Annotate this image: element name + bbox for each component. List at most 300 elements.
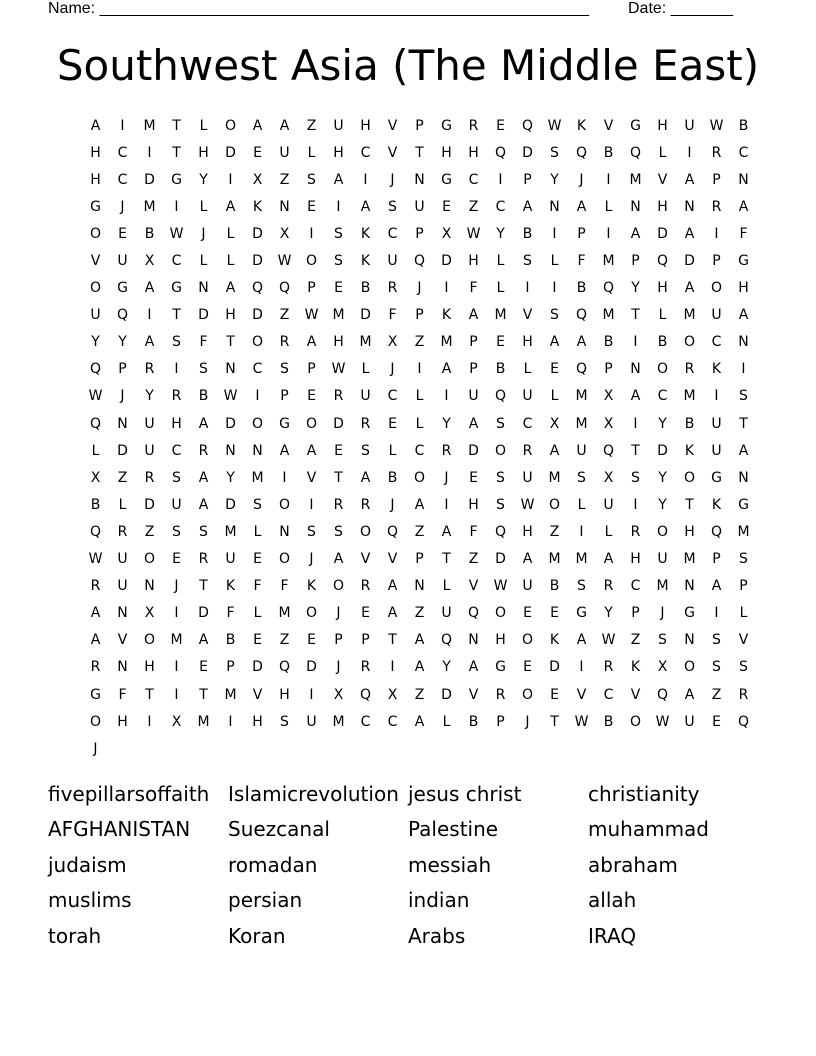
grid-letter: O bbox=[278, 551, 291, 568]
grid-letter: R bbox=[441, 442, 452, 459]
grid-letter: M bbox=[683, 388, 696, 405]
grid-letter: Y bbox=[442, 415, 451, 432]
grid-letter: Z bbox=[279, 307, 290, 324]
grid-letter: D bbox=[684, 253, 695, 270]
grid-letter: U bbox=[279, 144, 290, 161]
grid-letter: P bbox=[577, 225, 586, 242]
grid-letter: F bbox=[577, 253, 586, 270]
grid-letter: K bbox=[360, 253, 371, 270]
grid-letter: Y bbox=[199, 171, 208, 188]
grid-letter: S bbox=[172, 523, 181, 540]
grid-letter: N bbox=[198, 280, 209, 297]
grid-letter: G bbox=[684, 605, 695, 622]
grid-letter: S bbox=[334, 253, 343, 270]
grid-letter: P bbox=[361, 632, 370, 649]
grid-letter: W bbox=[547, 117, 562, 134]
grid-letter: E bbox=[550, 605, 559, 622]
grid-letter: U bbox=[522, 388, 533, 405]
grid-letter: A bbox=[387, 605, 398, 622]
grid-letter: P bbox=[280, 388, 289, 405]
grid-letter: A bbox=[549, 442, 560, 459]
grid-letter: O bbox=[305, 253, 318, 270]
grid-letter: A bbox=[414, 659, 425, 676]
grid-letter: S bbox=[739, 388, 748, 405]
grid-letter: M bbox=[548, 469, 561, 486]
grid-letter: W bbox=[88, 551, 103, 568]
grid-letter: F bbox=[469, 523, 478, 540]
grid-letter: O bbox=[656, 361, 669, 378]
grid-letter: V bbox=[360, 551, 371, 568]
grid-letter: H bbox=[522, 334, 533, 351]
grid-letter: O bbox=[305, 415, 318, 432]
grid-letter: H bbox=[468, 496, 479, 513]
grid-letter: L bbox=[361, 361, 370, 378]
grid-letter: V bbox=[306, 469, 317, 486]
grid-letter: L bbox=[442, 713, 451, 730]
grid-letter: R bbox=[387, 280, 398, 297]
grid-letter: E bbox=[307, 632, 316, 649]
grid-letter: C bbox=[414, 442, 425, 459]
grid-letter: I bbox=[255, 388, 260, 405]
grid-letter: H bbox=[144, 659, 155, 676]
grid-letter: Y bbox=[442, 659, 451, 676]
grid-letter: A bbox=[90, 632, 101, 649]
grid-letter: F bbox=[118, 686, 127, 703]
grid-letter: C bbox=[387, 225, 398, 242]
grid-letter: G bbox=[738, 253, 749, 270]
grid-letter: A bbox=[468, 659, 479, 676]
grid-letter: U bbox=[711, 442, 722, 459]
grid-letter: P bbox=[118, 361, 127, 378]
grid-letter: C bbox=[117, 171, 128, 188]
grid-letter: M bbox=[359, 334, 372, 351]
grid-letter: C bbox=[171, 442, 182, 459]
grid-letter: A bbox=[306, 442, 317, 459]
grid-letter: I bbox=[174, 686, 179, 703]
grid-letter: P bbox=[334, 632, 343, 649]
grid-letter: U bbox=[144, 415, 155, 432]
date-field-label: Date: _______ bbox=[628, 0, 733, 17]
grid-letter: L bbox=[604, 523, 613, 540]
grid-letter: Z bbox=[279, 632, 290, 649]
grid-letter: W bbox=[601, 632, 616, 649]
grid-letter: S bbox=[334, 523, 343, 540]
grid-letter: P bbox=[712, 171, 721, 188]
grid-letter: A bbox=[198, 632, 209, 649]
word-list-item: messiah bbox=[408, 852, 492, 877]
grid-letter: T bbox=[388, 632, 397, 649]
grid-letter: S bbox=[550, 307, 559, 324]
grid-letter: I bbox=[309, 225, 314, 242]
grid-letter: E bbox=[469, 469, 478, 486]
word-list-item: Islamicrevolution bbox=[228, 781, 399, 806]
grid-letter: C bbox=[117, 144, 128, 161]
grid-letter: D bbox=[657, 225, 668, 242]
grid-letter: L bbox=[388, 442, 397, 459]
grid-letter: S bbox=[577, 469, 586, 486]
grid-letter: L bbox=[658, 144, 667, 161]
grid-letter: D bbox=[252, 307, 263, 324]
grid-letter: I bbox=[147, 307, 152, 324]
grid-letter: A bbox=[441, 361, 452, 378]
grid-letter: Q bbox=[521, 117, 534, 134]
grid-letter: G bbox=[630, 117, 641, 134]
grid-letter: O bbox=[224, 117, 237, 134]
grid-letter: P bbox=[631, 605, 640, 622]
grid-letter: I bbox=[714, 225, 719, 242]
grid-letter: A bbox=[225, 198, 236, 215]
grid-letter: A bbox=[90, 117, 101, 134]
grid-letter: T bbox=[172, 307, 181, 324]
grid-letter: E bbox=[118, 225, 127, 242]
grid-letter: A bbox=[684, 171, 695, 188]
grid-letter: V bbox=[387, 117, 398, 134]
grid-letter: B bbox=[198, 388, 209, 405]
grid-letter: O bbox=[89, 280, 102, 297]
grid-letter: U bbox=[441, 605, 452, 622]
grid-letter: O bbox=[89, 225, 102, 242]
grid-letter: P bbox=[415, 307, 424, 324]
grid-letter: A bbox=[198, 469, 209, 486]
grid-letter: U bbox=[387, 253, 398, 270]
grid-letter: A bbox=[333, 551, 344, 568]
grid-letter: V bbox=[117, 632, 128, 649]
grid-letter: N bbox=[549, 198, 560, 215]
grid-letter: R bbox=[171, 388, 182, 405]
grid-letter: J bbox=[93, 740, 98, 757]
grid-letter: H bbox=[333, 144, 344, 161]
grid-letter: W bbox=[88, 388, 103, 405]
grid-letter: P bbox=[604, 361, 613, 378]
grid-letter: M bbox=[548, 551, 561, 568]
grid-letter: X bbox=[603, 415, 614, 432]
grid-letter: O bbox=[683, 334, 696, 351]
grid-letter: C bbox=[468, 171, 479, 188]
grid-letter: U bbox=[171, 496, 182, 513]
grid-letter: Q bbox=[575, 144, 588, 161]
grid-letter: L bbox=[739, 605, 748, 622]
grid-letter: M bbox=[602, 253, 615, 270]
grid-letter: H bbox=[279, 686, 290, 703]
grid-letter: Z bbox=[279, 171, 290, 188]
grid-letter: I bbox=[633, 334, 638, 351]
grid-letter: R bbox=[711, 198, 722, 215]
grid-letter: W bbox=[277, 253, 292, 270]
grid-letter: I bbox=[390, 659, 395, 676]
grid-letter: Q bbox=[89, 523, 102, 540]
grid-letter: T bbox=[199, 686, 208, 703]
grid-letter: L bbox=[658, 307, 667, 324]
grid-letter: Q bbox=[278, 280, 291, 297]
grid-letter: Z bbox=[117, 469, 128, 486]
grid-letter: E bbox=[172, 551, 181, 568]
grid-letter: X bbox=[90, 469, 101, 486]
word-list-item: christianity bbox=[588, 781, 700, 806]
grid-letter: I bbox=[174, 659, 179, 676]
grid-letter: B bbox=[225, 632, 236, 649]
grid-letter: I bbox=[552, 280, 557, 297]
grid-letter: D bbox=[468, 442, 479, 459]
grid-letter: H bbox=[657, 117, 668, 134]
grid-letter: U bbox=[306, 713, 317, 730]
grid-letter: X bbox=[387, 334, 398, 351]
grid-letter: E bbox=[334, 442, 343, 459]
grid-letter: L bbox=[253, 523, 262, 540]
grid-letter: Z bbox=[414, 686, 425, 703]
grid-letter: E bbox=[712, 713, 721, 730]
grid-letter: R bbox=[117, 523, 128, 540]
grid-letter: N bbox=[738, 334, 749, 351]
word-list-item: persian bbox=[228, 888, 303, 913]
grid-letter: O bbox=[143, 632, 156, 649]
grid-letter: P bbox=[739, 578, 748, 595]
grid-letter: M bbox=[494, 307, 507, 324]
grid-letter: L bbox=[442, 578, 451, 595]
grid-letter: D bbox=[225, 415, 236, 432]
grid-letter: D bbox=[360, 307, 371, 324]
grid-letter: H bbox=[360, 117, 371, 134]
grid-letter: N bbox=[414, 171, 425, 188]
grid-letter: H bbox=[333, 334, 344, 351]
grid-letter: R bbox=[360, 415, 371, 432]
grid-letter: N bbox=[279, 523, 290, 540]
word-list bbox=[48, 776, 768, 954]
grid-letter: C bbox=[171, 253, 182, 270]
grid-letter: M bbox=[224, 523, 237, 540]
grid-letter: O bbox=[710, 280, 723, 297]
grid-letter: S bbox=[496, 496, 505, 513]
grid-letter: Q bbox=[737, 713, 750, 730]
grid-letter: C bbox=[630, 578, 641, 595]
grid-letter: D bbox=[549, 659, 560, 676]
grid-letter: U bbox=[657, 551, 668, 568]
grid-letter: P bbox=[469, 361, 478, 378]
grid-letter: U bbox=[711, 307, 722, 324]
grid-letter: V bbox=[603, 117, 614, 134]
grid-letter: M bbox=[737, 523, 750, 540]
grid-letter: S bbox=[496, 415, 505, 432]
grid-letter: A bbox=[684, 225, 695, 242]
grid-letter: D bbox=[198, 307, 209, 324]
grid-letter: H bbox=[495, 632, 506, 649]
grid-letter: R bbox=[495, 686, 506, 703]
grid-letter: B bbox=[468, 713, 479, 730]
grid-letter: T bbox=[415, 144, 424, 161]
grid-letter: A bbox=[738, 198, 749, 215]
grid-letter: B bbox=[495, 361, 506, 378]
grid-letter: C bbox=[603, 686, 614, 703]
grid-letter: Y bbox=[496, 225, 505, 242]
grid-letter: E bbox=[361, 605, 370, 622]
grid-letter: J bbox=[336, 605, 341, 622]
grid-letter: B bbox=[603, 144, 614, 161]
grid-letter: X bbox=[144, 605, 155, 622]
grid-letter: O bbox=[251, 415, 264, 432]
grid-letter: J bbox=[201, 225, 206, 242]
grid-letter: I bbox=[444, 280, 449, 297]
grid-letter: J bbox=[444, 469, 449, 486]
grid-letter: M bbox=[575, 415, 588, 432]
grid-letter: O bbox=[683, 659, 696, 676]
grid-letter: I bbox=[417, 361, 422, 378]
grid-letter: X bbox=[333, 686, 344, 703]
grid-letter: E bbox=[253, 144, 262, 161]
grid-letter: O bbox=[548, 496, 561, 513]
grid-letter: N bbox=[738, 469, 749, 486]
grid-letter: R bbox=[144, 469, 155, 486]
grid-letter: Z bbox=[144, 523, 155, 540]
grid-letter: E bbox=[496, 117, 505, 134]
grid-letter: I bbox=[174, 361, 179, 378]
grid-letter: A bbox=[414, 496, 425, 513]
grid-letter: S bbox=[361, 442, 370, 459]
grid-letter: R bbox=[279, 334, 290, 351]
grid-letter: R bbox=[603, 659, 614, 676]
grid-letter: S bbox=[253, 496, 262, 513]
grid-letter: M bbox=[602, 307, 615, 324]
grid-letter: D bbox=[117, 442, 128, 459]
grid-letter: U bbox=[522, 578, 533, 595]
grid-letter: M bbox=[575, 388, 588, 405]
grid-letter: X bbox=[171, 713, 182, 730]
grid-letter: G bbox=[171, 280, 182, 297]
grid-letter: B bbox=[360, 280, 371, 297]
grid-letter: R bbox=[360, 659, 371, 676]
grid-letter: K bbox=[576, 117, 587, 134]
grid-letter: S bbox=[658, 632, 667, 649]
grid-letter: C bbox=[360, 144, 371, 161]
grid-letter: N bbox=[225, 442, 236, 459]
grid-letter: I bbox=[309, 496, 314, 513]
grid-letter: X bbox=[549, 415, 560, 432]
grid-letter: R bbox=[90, 578, 101, 595]
grid-letter: X bbox=[657, 659, 668, 676]
grid-letter: H bbox=[738, 280, 749, 297]
grid-letter: Q bbox=[89, 415, 102, 432]
grid-letter: W bbox=[574, 713, 589, 730]
grid-letter: T bbox=[685, 496, 694, 513]
grid-letter: W bbox=[304, 307, 319, 324]
grid-letter: G bbox=[117, 280, 128, 297]
grid-letter: Q bbox=[278, 659, 291, 676]
grid-letter: L bbox=[199, 253, 208, 270]
grid-letter: H bbox=[657, 198, 668, 215]
grid-letter: M bbox=[278, 605, 291, 622]
grid-letter: Q bbox=[116, 307, 129, 324]
grid-letter: A bbox=[144, 334, 155, 351]
grid-letter: N bbox=[117, 415, 128, 432]
grid-letter: J bbox=[390, 171, 395, 188]
grid-letter: D bbox=[144, 171, 155, 188]
grid-letter: G bbox=[90, 686, 101, 703]
grid-letter: P bbox=[415, 551, 424, 568]
grid-letter: A bbox=[414, 713, 425, 730]
grid-letter: V bbox=[468, 686, 479, 703]
word-list-item: IRAQ bbox=[588, 923, 637, 948]
grid-letter: A bbox=[576, 334, 587, 351]
grid-letter: R bbox=[333, 496, 344, 513]
grid-letter: S bbox=[712, 632, 721, 649]
grid-letter: U bbox=[333, 117, 344, 134]
grid-letter: G bbox=[171, 171, 182, 188]
grid-letter: H bbox=[522, 523, 533, 540]
grid-letter: Q bbox=[575, 307, 588, 324]
grid-letter: G bbox=[711, 469, 722, 486]
grid-letter: Q bbox=[656, 686, 669, 703]
grid-letter: X bbox=[387, 686, 398, 703]
grid-letter: B bbox=[684, 415, 695, 432]
grid-letter: J bbox=[390, 496, 395, 513]
grid-letter: B bbox=[90, 496, 101, 513]
grid-letter: H bbox=[252, 713, 263, 730]
word-list-item: AFGHANISTAN bbox=[48, 817, 191, 842]
grid-letter: D bbox=[522, 144, 533, 161]
grid-letter: O bbox=[305, 605, 318, 622]
grid-letter: U bbox=[90, 307, 101, 324]
grid-letter: Q bbox=[494, 523, 507, 540]
grid-letter: A bbox=[279, 117, 290, 134]
grid-letter: Q bbox=[359, 686, 372, 703]
grid-letter: Q bbox=[467, 605, 480, 622]
grid-letter: J bbox=[579, 171, 584, 188]
grid-letter: N bbox=[252, 442, 263, 459]
grid-letter: U bbox=[360, 388, 371, 405]
grid-letter: I bbox=[282, 469, 287, 486]
grid-letter: M bbox=[251, 469, 264, 486]
grid-letter: X bbox=[603, 388, 614, 405]
grid-letter: B bbox=[603, 334, 614, 351]
grid-letter: P bbox=[226, 659, 235, 676]
grid-letter: O bbox=[251, 334, 264, 351]
grid-letter: I bbox=[363, 171, 368, 188]
grid-letter: E bbox=[307, 388, 316, 405]
grid-letter: I bbox=[606, 171, 611, 188]
grid-letter: A bbox=[198, 415, 209, 432]
grid-letter: S bbox=[307, 171, 316, 188]
grid-letter: K bbox=[711, 496, 722, 513]
grid-letter: U bbox=[684, 117, 695, 134]
word-list-item: abraham bbox=[588, 852, 678, 877]
grid-letter: A bbox=[630, 225, 641, 242]
grid-letter: P bbox=[712, 551, 721, 568]
grid-letter: W bbox=[709, 117, 724, 134]
grid-letter: N bbox=[738, 171, 749, 188]
grid-letter: T bbox=[631, 442, 640, 459]
grid-letter: Q bbox=[494, 388, 507, 405]
grid-letter: A bbox=[576, 632, 587, 649]
grid-letter: L bbox=[199, 117, 208, 134]
grid-letter: Q bbox=[710, 523, 723, 540]
grid-letter: H bbox=[441, 144, 452, 161]
grid-letter: M bbox=[332, 713, 345, 730]
grid-letter: T bbox=[145, 686, 154, 703]
grid-letter: K bbox=[441, 307, 452, 324]
grid-letter: Q bbox=[629, 144, 642, 161]
grid-letter: R bbox=[711, 144, 722, 161]
grid-letter: S bbox=[280, 713, 289, 730]
grid-letter: I bbox=[714, 388, 719, 405]
grid-letter: I bbox=[147, 144, 152, 161]
grid-letter: Z bbox=[630, 632, 641, 649]
grid-letter: B bbox=[603, 713, 614, 730]
grid-letter: L bbox=[307, 144, 316, 161]
grid-letter: R bbox=[198, 551, 209, 568]
grid-letter: S bbox=[739, 551, 748, 568]
grid-letter: Q bbox=[656, 253, 669, 270]
grid-letter: U bbox=[522, 469, 533, 486]
grid-letter: L bbox=[496, 253, 505, 270]
grid-letter: X bbox=[144, 253, 155, 270]
